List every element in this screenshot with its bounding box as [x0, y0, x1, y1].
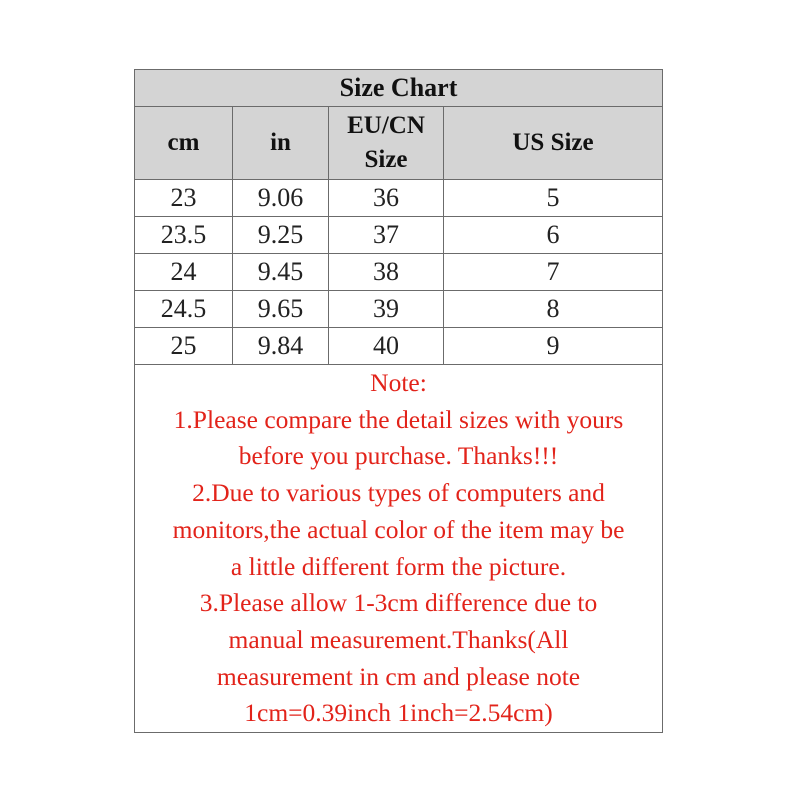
- cell-in: 9.84: [233, 328, 329, 365]
- cell-eu-cn: 38: [329, 254, 444, 291]
- cell-eu-cn: 37: [329, 217, 444, 254]
- cell-eu-cn: 40: [329, 328, 444, 365]
- table-row: [135, 328, 663, 365]
- size-chart-sheet: [134, 69, 662, 733]
- table-row: [135, 291, 663, 328]
- cell-eu-cn: 36: [329, 180, 444, 217]
- cell-us: 6: [444, 217, 663, 254]
- header-us-size: US Size: [444, 107, 663, 180]
- header-cm: cm: [135, 107, 233, 180]
- note-row: [135, 365, 663, 733]
- table-row: [135, 180, 663, 217]
- note-line: a little different form the picture.: [230, 551, 567, 581]
- cell-cm: 23: [135, 180, 233, 217]
- table-row: [135, 217, 663, 254]
- cell-eu-cn: 39: [329, 291, 444, 328]
- table-row: [135, 254, 663, 291]
- header-eu-cn-line2: Size: [364, 146, 408, 173]
- note-line: 2.Due to various types of computers and: [192, 478, 605, 508]
- cell-in: 9.06: [233, 180, 329, 217]
- note-block: [135, 365, 663, 733]
- cell-cm: 25: [135, 328, 233, 365]
- title-row: [135, 70, 663, 107]
- cell-cm: 24.5: [135, 291, 233, 328]
- cell-us: 5: [444, 180, 663, 217]
- note-line: 3.Please allow 1-3cm difference due to: [199, 588, 598, 618]
- note-heading: Note:: [370, 368, 427, 397]
- note-line: before you purchase. Thanks!!!: [238, 441, 559, 471]
- cell-in: 9.25: [233, 217, 329, 254]
- header-eu-cn-line1: EU/CN: [347, 112, 425, 139]
- header-in: in: [233, 107, 329, 180]
- note-line: 1cm=0.39inch 1inch=2.54cm): [244, 698, 553, 728]
- cell-in: 9.45: [233, 254, 329, 291]
- cell-cm: 24: [135, 254, 233, 291]
- header-eu-cn: [329, 107, 444, 180]
- note-line: measurement in cm and please note: [216, 661, 581, 691]
- cell-us: 8: [444, 291, 663, 328]
- cell-cm: 23.5: [135, 217, 233, 254]
- note-line: manual measurement.Thanks(All: [228, 624, 569, 654]
- cell-us: 9: [444, 328, 663, 365]
- table-title: Size Chart: [135, 70, 663, 107]
- note-line: monitors,the actual color of the item may be: [172, 514, 625, 544]
- cell-in: 9.65: [233, 291, 329, 328]
- header-row: [135, 107, 663, 180]
- size-chart-table: [134, 69, 663, 733]
- note-line: 1.Please compare the detail sizes with yours: [173, 404, 624, 434]
- cell-us: 7: [444, 254, 663, 291]
